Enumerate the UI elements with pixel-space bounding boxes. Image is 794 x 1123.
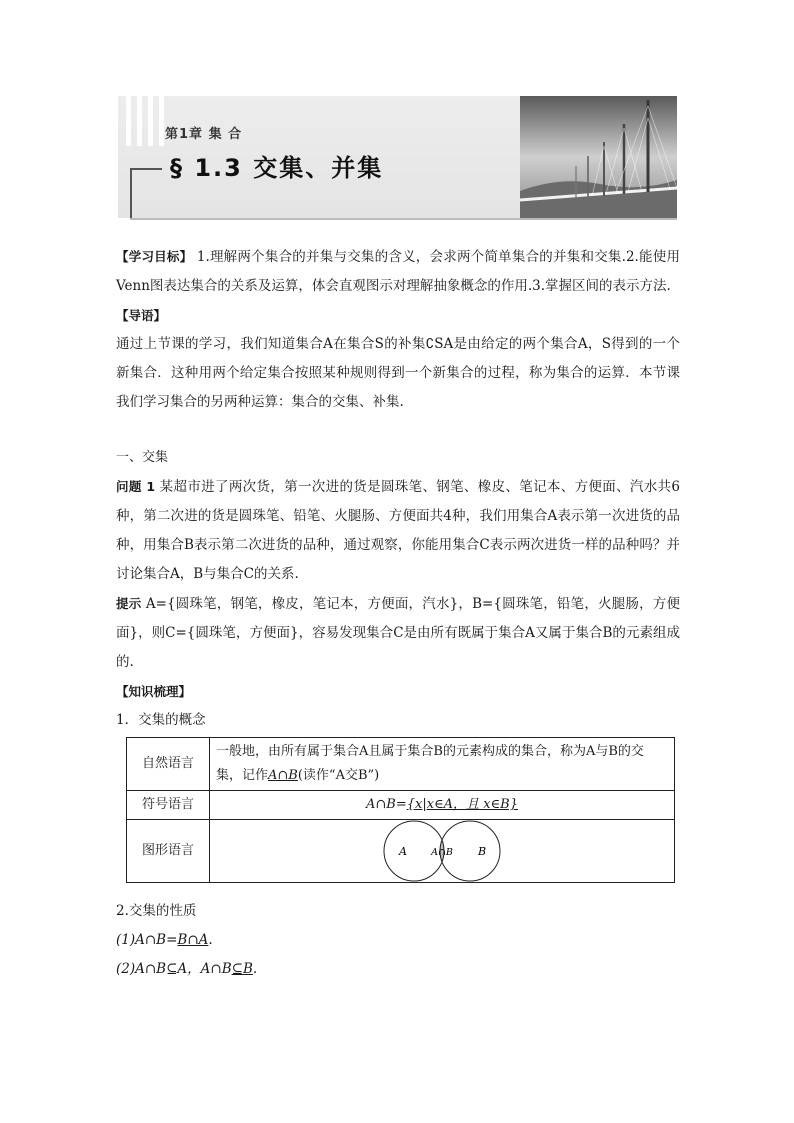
problem-label: 问题 1 <box>116 479 156 494</box>
concept-heading: 1．交集的概念 <box>116 712 206 728</box>
property-2 <box>116 955 680 984</box>
table-row <box>127 820 675 883</box>
banner-underline <box>130 218 677 220</box>
symbol-lhs: A∩B= <box>366 797 407 812</box>
venn-label-a: A <box>399 845 407 858</box>
venn-cell <box>210 820 675 883</box>
properties-heading: 2.交集的性质 <box>116 903 197 919</box>
venn-label-b: B <box>478 845 487 858</box>
objectives-tag: 【学习目标】 <box>116 249 193 264</box>
property-1 <box>116 926 680 955</box>
learning-objectives <box>116 242 680 301</box>
venn-label-intersection: A∩B <box>431 847 453 858</box>
section-title: § 1.3 交集、并集 <box>170 154 384 182</box>
title-rule <box>130 168 162 170</box>
notation: A∩B <box>268 768 298 783</box>
property-2-a: (2)A∩B⊆A，A∩B <box>116 961 232 977</box>
symbol-set: {x|x∈A，且 x∈B} <box>406 797 518 812</box>
title-rule-vertical <box>130 168 132 218</box>
natural-text: 一般地，由所有属于集合A且属于集合B的元素构成的集合，称为A与B的交集，记作 <box>216 744 644 783</box>
table-row <box>127 738 675 791</box>
property-1-lhs: (1)A∩B= <box>116 932 178 948</box>
problem-text: 某超市进了两次货，第一次进的货是圆珠笔、钢笔、橡皮、笔记本、方便面、汽水共6种，第二次进的货是圆珠笔、铅笔、火腿肠、方便面共4种，我们用集合A表示第一次进货的品种，用集合B表示第二次进货的品种，通过观察，你能用集合C表示两次进货一样的品种吗？并讨论集合A，B与集合C的关系. <box>116 479 680 582</box>
chapter-banner <box>118 96 677 218</box>
symbol-language-cell <box>210 791 675 820</box>
hint-text: A={圆珠笔，钢笔，橡皮，笔记本，方便面，汽水}，B={圆珠笔，铅笔，火腿肠，方便面}，则C={圆珠笔，方便面}，容易发现集合C是由所有既属于集合A又属于集合B的元素组成的. <box>116 596 680 670</box>
table-row <box>127 791 675 820</box>
problem-1 <box>116 472 680 589</box>
chapter-label: 第1章 集 合 <box>165 127 243 142</box>
venn-diagram <box>210 820 670 882</box>
row-label: 图形语言 <box>127 820 210 883</box>
property-1-rhs: B∩A <box>177 932 209 948</box>
hint <box>116 589 680 677</box>
intro-text: 通过上节课的学习，我们知道集合A在集合S的补集∁SA是由给定的两个集合A，S得到的一个新集合．这种用两个给定集合按照某种规则得到一个新集合的过程，称为集合的运算．本节课我们学习集合的另两种运算：集合的交集、补集. <box>116 336 680 410</box>
row-label: 自然语言 <box>127 738 210 791</box>
property-2-b: ⊆B <box>231 961 253 977</box>
decorative-stripes <box>126 96 166 146</box>
intro-tag: 【导语】 <box>116 308 167 323</box>
section-heading: 一、交集 <box>116 450 169 465</box>
intersection-concept-table <box>126 737 675 883</box>
hint-label: 提示 <box>116 596 142 611</box>
objectives-text: 1.理解两个集合的并集与交集的含义，会求两个简单集合的并集和交集.2.能使用Venn图表达集合的关系及运算，体会直观图示对理解抽象概念的作用.3.掌握区间的表示方法. <box>116 249 680 294</box>
bridge-photo <box>520 96 677 218</box>
knowledge-tag: 【知识梳理】 <box>116 684 192 699</box>
reading: (读作“A交B”) <box>297 768 380 783</box>
property-2-end: . <box>252 961 258 977</box>
natural-language-cell <box>210 738 675 791</box>
document-body <box>116 242 680 984</box>
property-1-end: . <box>208 932 213 948</box>
row-label: 符号语言 <box>127 791 210 820</box>
